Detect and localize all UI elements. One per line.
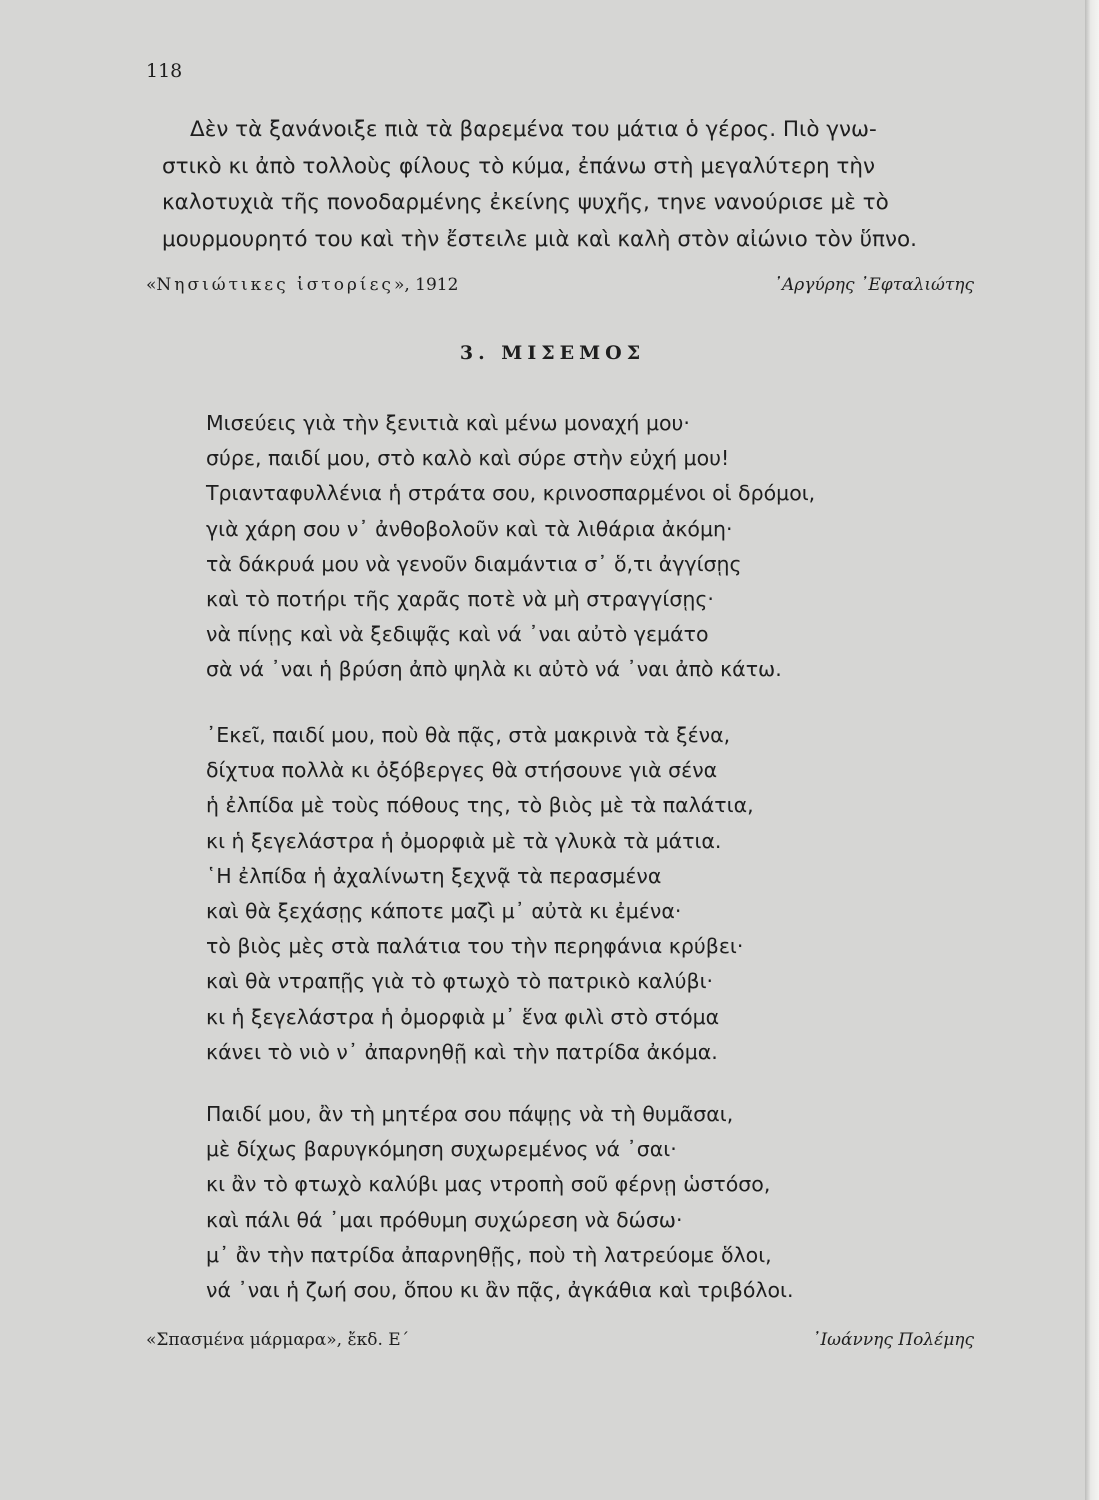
author-name: ᾿Αργύρης ᾿Εφταλιώτης	[773, 275, 974, 295]
poem-line: Παιδί μου, ἂν τὴ μητέρα σου πάψῃς νὰ τὴ θυμᾶσαι,	[206, 1102, 734, 1126]
poem-line: Τριανταφυλλένια ἡ στράτα σου, κρινοσπαρμένοι οἱ δρόμοι,	[206, 481, 816, 506]
source-title: Νησιώτικες ἱστορίες	[156, 275, 394, 295]
poem-line: κι ἂν τὸ φτωχὸ καλύβι μας ντροπὴ σοῦ φέρνῃ ὡστόσο,	[206, 1172, 771, 1197]
prose-line: Δὲν τὰ ξανάνοιξε πιὰ τὰ βαρεμένα του μάτια ὁ γέρος. Πιὸ γνω-	[190, 117, 877, 142]
section-heading: 3. ΜΙΣΕΜΟΣ	[459, 342, 646, 364]
poem-line: νά ᾿ναι ἡ ζωή σου, ὅπου κι ἂν πᾷς, ἀγκάθια καὶ τριβόλοι.	[206, 1278, 794, 1303]
poem-line: σύρε, παιδί μου, στὸ καλὸ καὶ σύρε στὴν εὐχή μου!	[206, 446, 730, 471]
poem-line: νὰ πίνῃς καὶ νὰ ξεδιψᾷς καὶ νά ᾿ναι αὐτὸ γεμάτο	[206, 622, 709, 647]
prose-line: καλοτυχιὰ τῆς πονοδαρμένης ἐκείνης ψυχῆς, τηνε νανούρισε μὲ τὸ	[162, 190, 889, 215]
page-number: 118	[146, 60, 183, 82]
poem-line: μ᾿ ἂν τὴν πατρίδα ἀπαρνηθῇς, ποὺ τὴ λατρεύομε ὅλοι,	[206, 1242, 772, 1267]
poem-line: κι ἡ ξεγελάστρα ἡ ὀμορφιὰ μὲ τὰ γλυκὰ τὰ μάτια.	[206, 828, 722, 853]
poem-line: ἡ ἐλπίδα μὲ τοὺς πόθους της, τὸ βιὸς μὲ τὰ παλάτια,	[206, 793, 754, 818]
poem-line: τὰ δάκρυά μου νὰ γενοῦν διαμάντια σ᾿ ὅ,τι ἀγγίσῃς	[206, 551, 742, 576]
poem-line: ᾿Εκεῖ, παιδί μου, ποὺ θὰ πᾷς, στὰ μακρινὰ τὰ ξένα,	[206, 723, 731, 747]
prose-line: στικὸ κι ἀπὸ τολλοὺς φίλους τὸ κύμα, ἐπάνω στὴ μεγαλύτερη τὴν	[162, 153, 876, 179]
poem-line: σὰ νά ᾿ναι ἡ βρύση ἀπὸ ψηλὰ κι αὐτὸ νά ᾿ναι ἀπὸ κάτω.	[206, 657, 782, 682]
poem-stanza-2	[206, 718, 966, 1070]
poem-line: κι ἡ ξεγελάστρα ἡ ὀμορφιὰ μ᾿ ἕνα φιλὶ στὸ στόμα	[206, 1004, 720, 1029]
poem-line: καὶ θὰ ξεχάσῃς κάποτε μαζὶ μ᾿ αὐτὰ κι ἐμένα·	[206, 899, 682, 924]
poem-line: κάνει τὸ νιὸ ν᾿ ἀπαρνηθῇ καὶ τὴν πατρίδα ἀκόμα.	[206, 1039, 718, 1064]
poem-line: καὶ πάλι θά ᾿μαι πρόθυμη συχώρεση νὰ δώσω·	[206, 1207, 683, 1232]
author-name: ᾿Ιωάννης Πολέμης	[811, 1330, 974, 1350]
poem-stanza-3	[206, 1097, 966, 1308]
source-credit-2	[146, 1330, 974, 1360]
poem-line: καὶ θὰ ντραπῇς γιὰ τὸ φτωχὸ τὸ πατρικὸ καλύβι·	[206, 969, 714, 994]
poem-line: μὲ δίχως βαρυγκόμηση συχωρεμένος νά ᾿σαι·	[206, 1137, 677, 1162]
poem-line: Μισεύεις γιὰ τὴν ξενιτιὰ καὶ μένω μοναχή μου·	[206, 411, 690, 435]
poem-line: καὶ τὸ ποτήρι τῆς χαρᾶς ποτὲ νὰ μὴ στραγγίσῃς·	[206, 587, 714, 612]
poem-line: ῾Η ἐλπίδα ἡ ἀχαλίνωτη ξεχνᾷ τὰ περασμένα	[206, 863, 662, 888]
page-edge	[1085, 0, 1099, 1500]
prose-paragraph	[162, 112, 974, 258]
source-citation: «Σπασμένα μάρμαρα», ἔκδ. Ε΄	[146, 1330, 410, 1350]
poem-line: γιὰ χάρη σου ν᾿ ἀνθοβολοῦν καὶ τὰ λιθάρια ἀκόμη·	[206, 516, 733, 541]
poem-line: δίχτυα πολλὰ κι ὀξόβεργες θὰ στήσουνε γιὰ σένα	[206, 758, 718, 783]
source-citation: «Νησιώτικες ἱστορίες», 1912	[146, 275, 459, 295]
prose-line: μουρμουρητό του καὶ τὴν ἔστειλε μιὰ καὶ καλὴ στὸν αἰώνιο τὸν ὕπνο.	[162, 226, 917, 252]
source-credit-1	[146, 275, 974, 305]
poem-stanza-1	[206, 406, 966, 688]
poem-line: τὸ βιὸς μὲς στὰ παλάτια του τὴν περηφάνια κρύβει·	[206, 934, 744, 959]
